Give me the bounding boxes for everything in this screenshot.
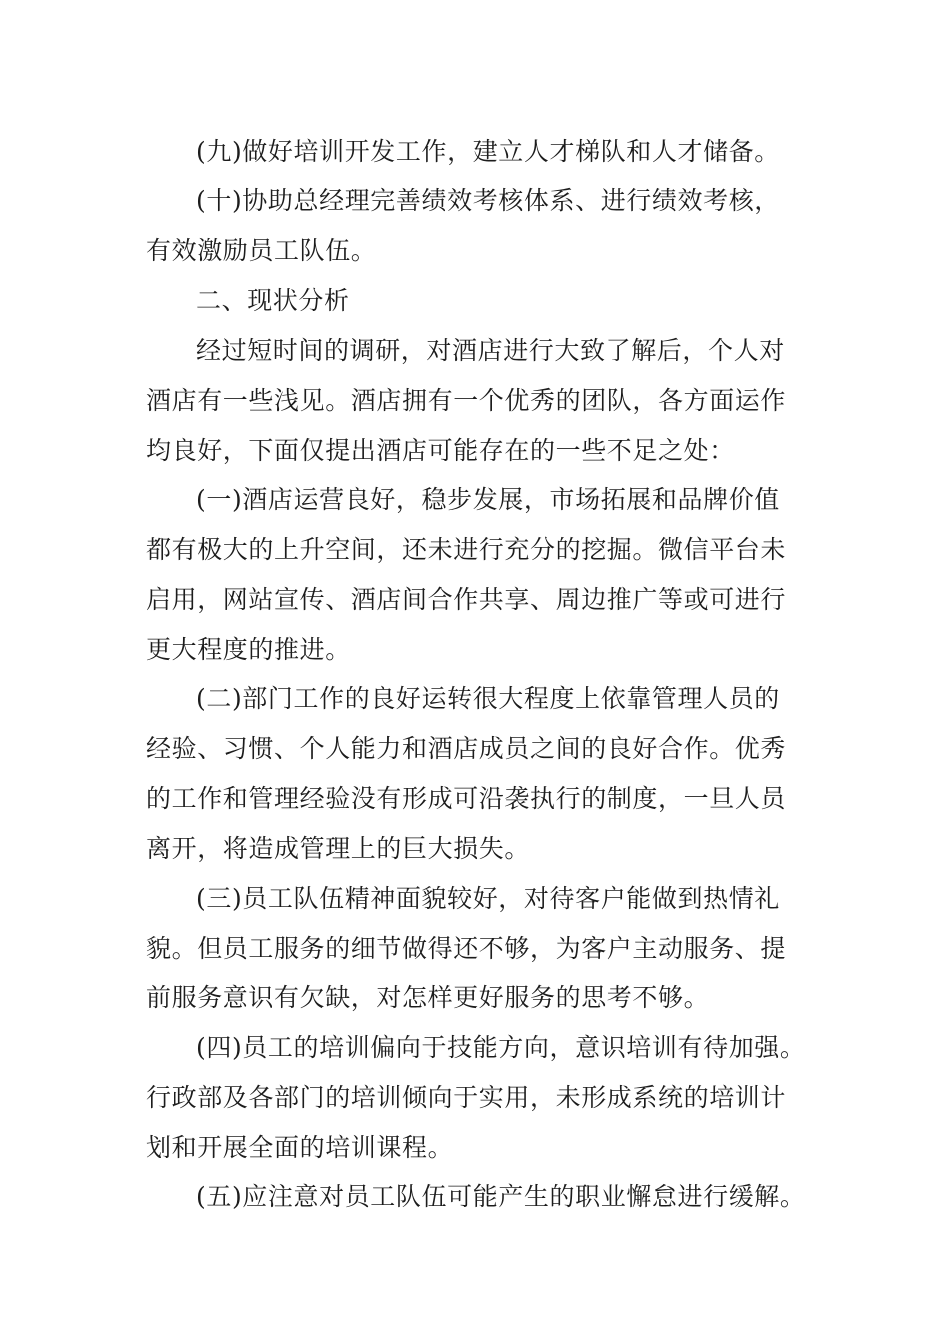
paragraph-line: 貌。但员工服务的细节做得还不够，为客户主动服务、提 [146, 934, 787, 963]
paragraph-line: 经过短时间的调研，对酒店进行大致了解后，个人对 [196, 336, 785, 365]
paragraph-line: 经验、习惯、个人能力和酒店成员之间的良好合作。优秀 [146, 734, 787, 763]
paragraph-line: 有效激励员工队伍。 [146, 236, 377, 265]
paragraph-line: (九)做好培训开发工作，建立人才梯队和人才储备。 [196, 137, 780, 166]
section-heading: 二、现状分析 [196, 286, 350, 315]
paragraph-line: 都有极大的上升空间，还未进行充分的挖掘。微信平台未 [146, 535, 787, 564]
paragraph-line: (四)员工的培训偏向于技能方向，意识培训有待加强。 [196, 1033, 806, 1062]
paragraph-line: (一)酒店运营良好，稳步发展，市场拓展和品牌价值 [196, 485, 780, 514]
paragraph-line: (十)协助总经理完善绩效考核体系、进行绩效考核， [196, 186, 780, 215]
paragraph-line: 行政部及各部门的培训倾向于实用，未形成系统的培训计 [146, 1083, 787, 1112]
paragraph-line: (二)部门工作的良好运转很大程度上依靠管理人员的 [196, 684, 780, 713]
paragraph-line: 划和开展全面的培训课程。 [146, 1133, 454, 1162]
paragraph-line: (五)应注意对员工队伍可能产生的职业懈怠进行缓解。 [196, 1182, 806, 1211]
paragraph-line: 的工作和管理经验没有形成可沿袭执行的制度，一旦人员 [146, 784, 787, 813]
paragraph-line: 均良好，下面仅提出酒店可能存在的一些不足之处： [146, 436, 735, 465]
paragraph-line: 酒店有一些浅见。酒店拥有一个优秀的团队，各方面运作 [146, 386, 787, 415]
paragraph-line: (三)员工队伍精神面貌较好，对待客户能做到热情礼 [196, 884, 780, 913]
paragraph-line: 前服务意识有欠缺，对怎样更好服务的思考不够。 [146, 983, 710, 1012]
paragraph-line: 离开，将造成管理上的巨大损失。 [146, 834, 531, 863]
paragraph-line: 更大程度的推进。 [146, 635, 351, 664]
paragraph-line: 启用，网站宣传、酒店间合作共享、周边推广等或可进行 [146, 585, 787, 614]
